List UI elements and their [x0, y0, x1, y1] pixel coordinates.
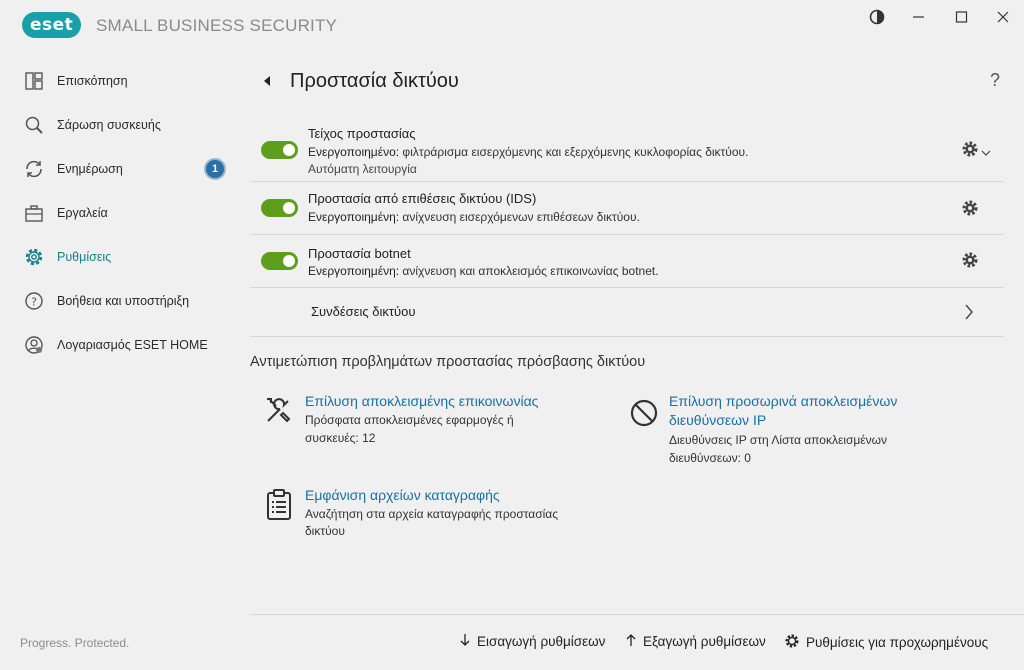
- botnet-toggle[interactable]: [261, 252, 298, 270]
- sidebar-item-label: Ενημέρωση: [57, 162, 123, 176]
- ids-row: [250, 182, 1004, 235]
- row-description: Ενεργοποιημένη: ανίχνευση και αποκλεισμός επικοινωνίας botnet.: [308, 264, 659, 278]
- sidebar-item-help[interactable]: [0, 281, 240, 321]
- gear-icon: [784, 633, 800, 652]
- update-icon: [23, 158, 45, 180]
- card-description-line: Αναζήτηση στα αρχεία καταγραφής προστασίας: [305, 507, 559, 521]
- overview-icon: [23, 70, 45, 92]
- resolve-blocked-ip-link-line[interactable]: διευθύνσεων IP: [669, 412, 767, 428]
- help-button[interactable]: ?: [990, 70, 1001, 90]
- arrow-down-icon: [459, 633, 471, 650]
- sidebar-item-label: Λογαριασμός ESET HOME: [57, 338, 208, 352]
- card-description-line: Πρόσφατα αποκλεισμένες εφαρμογές ή: [305, 413, 514, 427]
- footer-divider: [250, 614, 1024, 615]
- arrow-up-icon: [625, 633, 637, 650]
- gear-icon[interactable]: [961, 251, 979, 269]
- blocked-icon: [627, 396, 661, 430]
- sidebar-item-tools[interactable]: [0, 193, 240, 233]
- export-settings-button[interactable]: [625, 633, 766, 650]
- sidebar-item-label: Εργαλεία: [57, 206, 108, 220]
- help-icon: [23, 290, 45, 312]
- sidebar-item-label: Επισκόπηση: [57, 74, 128, 88]
- update-count-badge: 1: [206, 160, 224, 178]
- tools-icon: [23, 202, 45, 224]
- resolve-blocked-communication-link[interactable]: Επίλυση αποκλεισμένης επικοινωνίας: [305, 393, 539, 409]
- row-title: Προστασία botnet: [308, 246, 411, 261]
- sidebar: [0, 56, 240, 616]
- scan-icon: [23, 114, 45, 136]
- card-description-line: συσκευές: 12: [305, 431, 376, 445]
- wrench-screwdriver-icon: [262, 394, 296, 428]
- network-connections-row[interactable]: [250, 288, 1004, 337]
- export-settings-label: Εξαγωγή ρυθμίσεων: [643, 634, 766, 649]
- resolve-blocked-ip-link-line[interactable]: Επίλυση προσωρινά αποκλεισμένων: [669, 393, 898, 409]
- gear-icon[interactable]: [961, 140, 979, 158]
- contrast-icon[interactable]: [868, 8, 890, 28]
- network-connections-label: Συνδέσεις δικτύου: [311, 304, 416, 319]
- card-description-line: δικτύου: [305, 524, 345, 538]
- botnet-row: [250, 235, 1004, 288]
- title-bar: [0, 0, 1024, 50]
- sidebar-item-scan[interactable]: [0, 105, 240, 145]
- minimize-icon[interactable]: [911, 8, 933, 28]
- maximize-icon[interactable]: [954, 8, 976, 28]
- sidebar-item-label: Ρυθμίσεις: [57, 250, 112, 264]
- svg-text:?: ?: [31, 295, 37, 309]
- sidebar-item-label: Σάρωση συσκευής: [57, 118, 161, 132]
- sidebar-item-settings[interactable]: [0, 237, 240, 277]
- ids-toggle[interactable]: [261, 199, 298, 217]
- brand-tagline: Progress. Protected.: [20, 636, 130, 650]
- card-description-line: Διευθύνσεις IP στη Λίστα αποκλεισμένων: [669, 433, 888, 447]
- row-description: Ενεργοποιημένη: ανίχνευση εισερχόμενων επιθέσεων δικτύου.: [308, 210, 640, 224]
- firewall-row: [250, 118, 1004, 182]
- sidebar-item-account[interactable]: [0, 325, 240, 365]
- firewall-mode: Αυτόματη λειτουργία: [308, 162, 417, 176]
- import-settings-button[interactable]: [459, 633, 605, 650]
- page-title: Προστασία δικτύου: [290, 70, 459, 92]
- row-description: Ενεργοποιημένο: φιλτράρισμα εισερχόμενης και εξερχόμενης κυκλοφορίας δικτύου.: [308, 145, 749, 159]
- troubleshoot-heading: Αντιμετώπιση προβλημάτων προστασίας πρόσβασης δικτύου: [250, 354, 646, 370]
- gear-icon[interactable]: [961, 199, 979, 217]
- advanced-settings-button[interactable]: [784, 633, 988, 652]
- account-icon: [23, 334, 45, 356]
- clipboard-log-icon: [262, 488, 296, 522]
- back-icon[interactable]: [262, 74, 272, 93]
- eset-logo: eset: [22, 12, 81, 38]
- chevron-down-icon[interactable]: [981, 144, 991, 162]
- row-title: Τείχος προστασίας: [308, 126, 416, 141]
- import-settings-label: Εισαγωγή ρυθμίσεων: [477, 634, 606, 649]
- firewall-toggle[interactable]: [261, 141, 298, 159]
- row-title: Προστασία από επιθέσεις δικτύου (IDS): [308, 191, 537, 206]
- show-log-files-link[interactable]: Εμφάνιση αρχείων καταγραφής: [305, 487, 500, 503]
- close-icon[interactable]: [996, 8, 1018, 28]
- sidebar-item-overview[interactable]: [0, 61, 240, 101]
- settings-icon: [23, 246, 45, 268]
- sidebar-item-label: Βοήθεια και υποστήριξη: [57, 294, 190, 308]
- advanced-settings-label: Ρυθμίσεις για προχωρημένους: [806, 635, 989, 650]
- sidebar-item-update[interactable]: [0, 149, 240, 189]
- card-description-line: διευθύνσεων: 0: [669, 451, 751, 465]
- app-title: SMALL BUSINESS SECURITY: [96, 16, 338, 35]
- chevron-right-icon: [964, 303, 974, 326]
